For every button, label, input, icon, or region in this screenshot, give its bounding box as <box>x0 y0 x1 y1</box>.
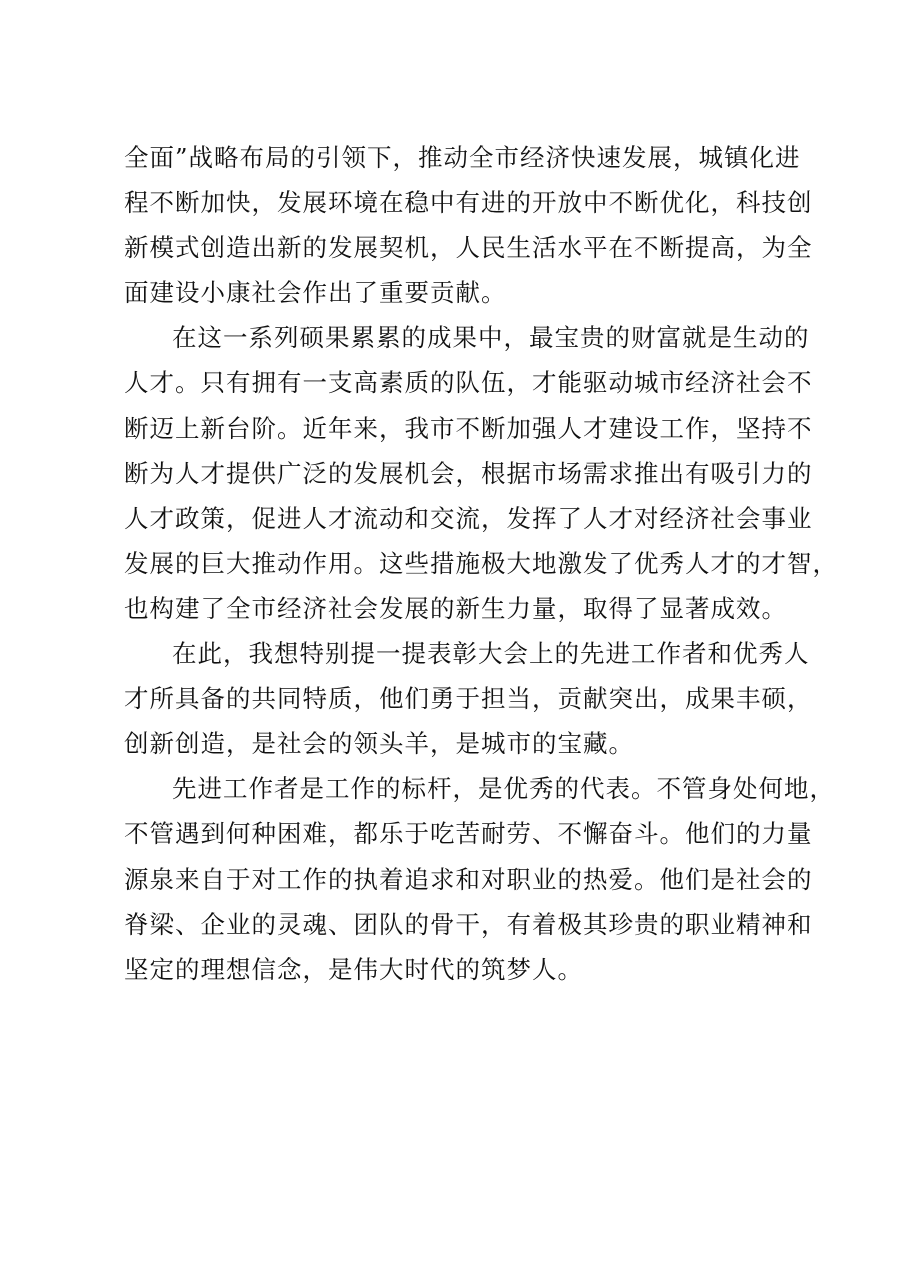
text-line: 发展的巨大推动作用。这些措施极大地激发了优秀人才的才智， <box>124 548 838 578</box>
text-line: 面建设小康社会作出了重要贡献。 <box>124 278 507 308</box>
text-line: 源泉来自于对工作的执着追求和对职业的热爱。他们是社会的 <box>124 864 813 894</box>
text-line: 不管遇到何种困难，都乐于吃苦耐劳、不懈奋斗。他们的力量 <box>124 819 813 849</box>
text-line: 脊梁、企业的灵魂、团队的骨干，有着极其珍贵的职业精神和 <box>124 909 813 939</box>
text-line: 才所具备的共同特质，他们勇于担当，贡献突出，成果丰硕， <box>124 684 813 714</box>
text-line: 也构建了全市经济社会发展的新生力量，取得了显著成效。 <box>124 593 787 623</box>
body-text <box>124 139 838 989</box>
text-line: 人才。只有拥有一支高素质的队伍，才能驱动城市经济社会不 <box>124 368 813 398</box>
text-line: 人才政策，促进人才流动和交流，发挥了人才对经济社会事业 <box>124 503 813 533</box>
text-line: 断迈上新台阶。近年来，我市不断加强人才建设工作，坚持不 <box>124 413 813 443</box>
text-line: 程不断加快，发展环境在稳中有进的开放中不断优化，科技创 <box>124 188 813 218</box>
text-line: 断为人才提供广泛的发展机会，根据市场需求推出有吸引力的 <box>124 458 813 488</box>
text-line: 坚定的理想信念，是伟大时代的筑梦人。 <box>124 954 583 984</box>
text-line: 在此，我想特别提一提表彰大会上的先进工作者和优秀人 <box>172 639 810 669</box>
text-line: 全面”战略布局的引领下，推动全市经济快速发展，城镇化进 <box>124 143 801 172</box>
text-line: 先进工作者是工作的标杆，是优秀的代表。不管身处何地， <box>172 774 835 804</box>
text-line: 新模式创造出新的发展契机，人民生活水平在不断提高，为全 <box>124 233 813 263</box>
text-line: 创新创造，是社会的领头羊，是城市的宝藏。 <box>124 729 634 759</box>
text-line: 在这一系列硕果累累的成果中，最宝贵的财富就是生动的 <box>172 323 810 353</box>
